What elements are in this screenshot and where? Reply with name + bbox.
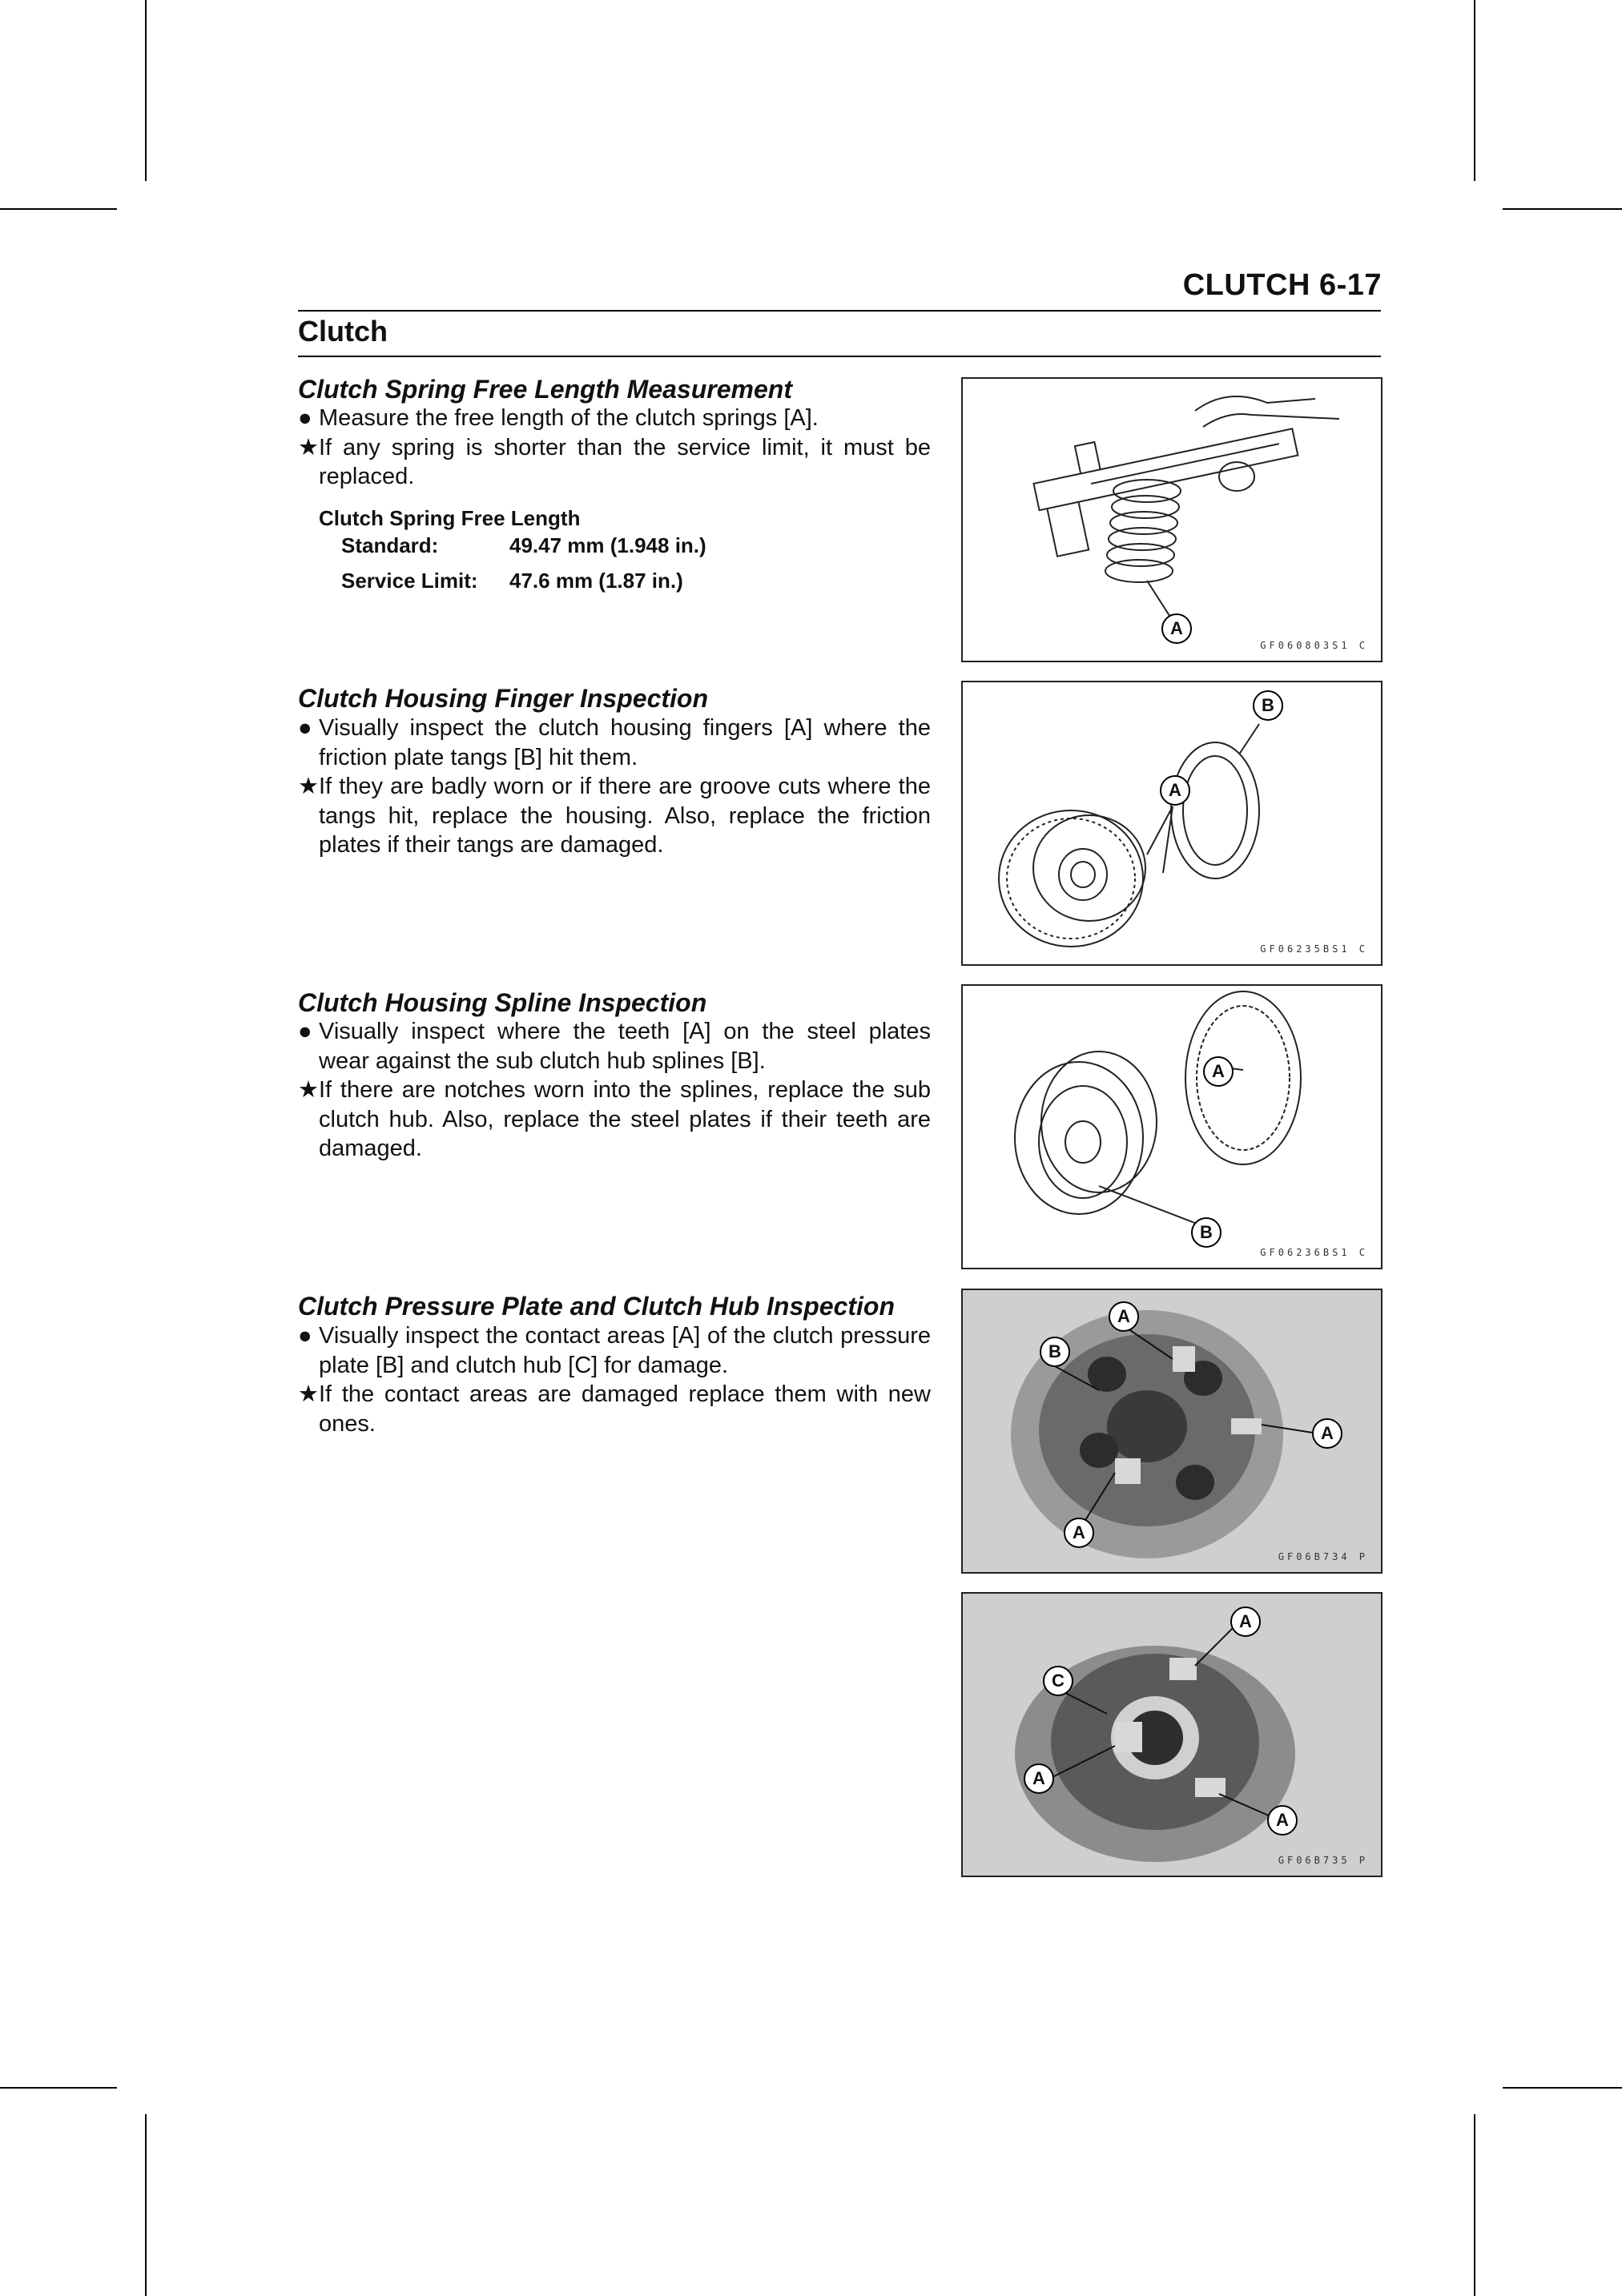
bullet-text: Visually inspect the contact areas [A] of the clutch pressure plate [B] and clutch hub [C] for damage. <box>319 1323 931 1378</box>
spec-label: Service Limit: <box>341 569 478 593</box>
figure-code: GF06236BS1 C <box>1260 1247 1368 1258</box>
bullet-item <box>298 404 931 433</box>
crop-mark <box>145 0 147 181</box>
star-marker: ★ <box>298 1381 319 1407</box>
spec-row <box>341 569 683 593</box>
section-rule <box>298 356 1381 357</box>
figure-spring-measurement <box>961 377 1383 662</box>
star-text: If the contact areas are damaged replace them with new ones. <box>319 1381 931 1437</box>
star-item <box>298 433 931 492</box>
spec-title: Clutch Spring Free Length <box>319 506 581 530</box>
figure-code: GF06235BS1 C <box>1260 943 1368 955</box>
bullet-marker: ● <box>298 715 312 741</box>
callout-label: A <box>1203 1056 1234 1087</box>
callout-label: A <box>1312 1418 1342 1449</box>
bullet-item <box>298 1321 931 1380</box>
figure-code: GF060803S1 C <box>1260 640 1368 651</box>
crop-mark <box>1474 0 1475 181</box>
figure-code: GF06B734 P <box>1278 1551 1368 1562</box>
spec-row <box>341 533 706 558</box>
photo-pressure-plate <box>961 1289 1383 1574</box>
crop-mark <box>0 208 117 210</box>
callout-label: A <box>1024 1763 1054 1794</box>
section-body <box>298 1017 931 1164</box>
page-title: CLUTCH 6-17 <box>1182 268 1382 302</box>
figure-code: GF06B735 P <box>1278 1855 1368 1866</box>
bullet-marker: ● <box>298 1019 312 1044</box>
spec-label: Standard: <box>341 533 439 557</box>
photo-clutch-hub <box>961 1592 1383 1877</box>
crop-mark <box>1503 208 1622 210</box>
spec-value: 47.6 mm (1.87 in.) <box>509 569 683 593</box>
section-heading: Clutch Spring Free Length Measurement <box>298 375 792 404</box>
section-heading: Clutch Housing Finger Inspection <box>298 684 708 713</box>
bullet-item <box>298 1017 931 1076</box>
clutch-hub-photo <box>963 1594 1381 1876</box>
bullet-marker: ● <box>298 1323 312 1349</box>
star-item <box>298 1076 931 1164</box>
clutch-housing-illustration <box>963 682 1381 964</box>
star-item <box>298 1380 931 1438</box>
section-heading: Clutch Pressure Plate and Clutch Hub Inspection <box>298 1292 896 1321</box>
star-item <box>298 772 931 860</box>
callout-label: B <box>1253 690 1283 721</box>
figure-housing-spline <box>961 984 1383 1269</box>
spec-value: 49.47 mm (1.948 in.) <box>509 533 706 557</box>
bullet-item <box>298 714 931 772</box>
figure-housing-fingers <box>961 681 1383 966</box>
callout-label: A <box>1064 1518 1094 1548</box>
callout-label: B <box>1191 1217 1222 1248</box>
bullet-text: Visually inspect the clutch housing fingers [A] where the friction plate tangs [B] hit them. <box>319 715 931 770</box>
section-body <box>298 714 931 860</box>
star-text: If they are badly worn or if there are groove cuts where the tangs hit, replace the housing. Also, replace the friction plates if their tangs are damaged. <box>319 774 931 858</box>
bullet-text: Measure the free length of the clutch springs [A]. <box>319 405 819 431</box>
star-marker: ★ <box>298 1077 319 1103</box>
crop-mark <box>145 2114 147 2296</box>
bullet-text: Visually inspect where the teeth [A] on the steel plates wear against the sub clutch hub splines [B]. <box>319 1019 931 1074</box>
callout-label: A <box>1230 1606 1261 1637</box>
crop-mark <box>1503 2087 1622 2089</box>
star-text: If there are notches worn into the splines, replace the sub clutch hub. Also, replace the steel plates if their teeth are damaged. <box>319 1077 931 1161</box>
spec-table <box>319 506 706 593</box>
sub-clutch-hub-illustration <box>963 986 1381 1268</box>
section-body <box>298 1321 931 1438</box>
callout-label: A <box>1161 613 1192 644</box>
section-body <box>298 404 931 492</box>
section-heading: Clutch Housing Spline Inspection <box>298 988 707 1017</box>
callout-label: A <box>1160 775 1190 806</box>
callout-label: A <box>1109 1301 1139 1332</box>
header-rule <box>298 310 1381 312</box>
bullet-marker: ● <box>298 405 312 431</box>
crop-mark <box>0 2087 117 2089</box>
star-marker: ★ <box>298 434 319 460</box>
crop-mark <box>1474 2114 1475 2296</box>
callout-label: B <box>1040 1337 1070 1367</box>
star-marker: ★ <box>298 774 319 799</box>
callout-label: C <box>1043 1666 1073 1696</box>
section-title: Clutch <box>298 315 388 348</box>
star-text: If any spring is shorter than the service limit, it must be replaced. <box>319 434 931 489</box>
callout-label: A <box>1267 1805 1298 1836</box>
